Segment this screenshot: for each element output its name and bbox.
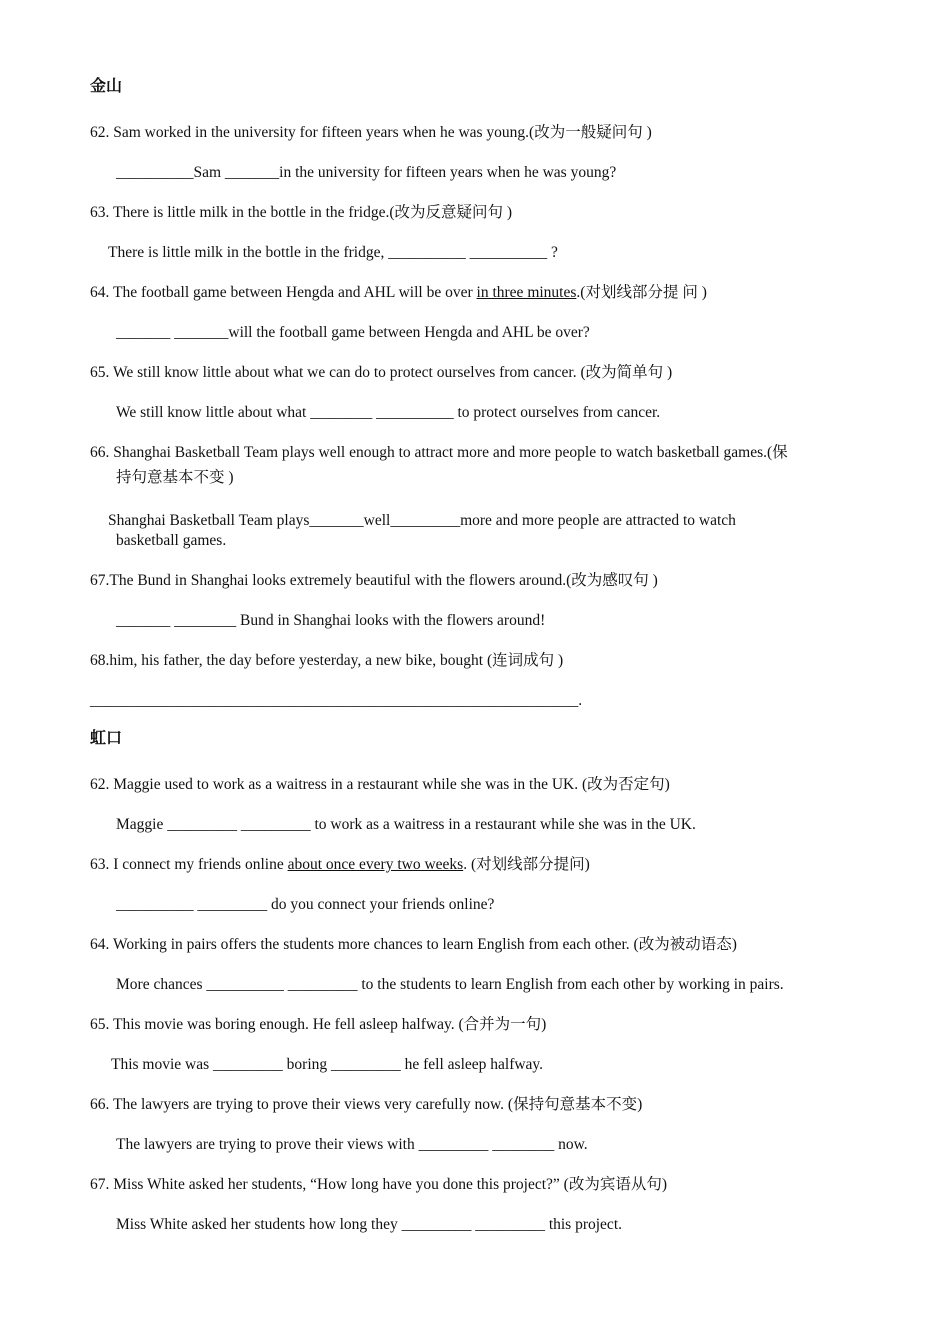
answer-line-64-jinshan: _______ _______will the football game between Hengda and AHL be over?	[116, 324, 590, 341]
question-67-jinshan: 67.The Bund in Shanghai looks extremely beautiful with the flowers around.(改为感叹句 )	[90, 572, 658, 589]
answer-line-65-hongkou: This movie was _________ boring _________ he fell asleep halfway.	[111, 1056, 544, 1073]
question-65-jinshan: 65. We still know little about what we can do to protect ourselves from cancer. (改为简单句 )	[90, 364, 673, 381]
answer-line-66-jinshan-continued: basketball games.	[116, 532, 227, 549]
question-66-jinshan: 66. Shanghai Basketball Team plays well enough to attract more and more people to watch basketball games.(保	[90, 444, 788, 461]
answer-line-66-hongkou: The lawyers are trying to prove their views with _________ ________ now.	[116, 1136, 588, 1153]
question-62-hongkou: 62. Maggie used to work as a waitress in a restaurant while she was in the UK. (改为否定句)	[90, 776, 670, 793]
question-62-jinshan: 62. Sam worked in the university for fifteen years when he was young.(改为一般疑问句 )	[90, 124, 652, 141]
question-64-jinshan	[90, 283, 707, 303]
underlined-phrase: about once every two weeks	[287, 856, 464, 873]
underlined-phrase: in three minutes	[476, 284, 577, 301]
question-65-hongkou: 65. This movie was boring enough. He fell asleep halfway. (合并为一句)	[90, 1016, 547, 1033]
answer-line-67-jinshan: _______ ________ Bund in Shanghai looks with the flowers around!	[116, 612, 546, 629]
question-instruction: .(对划线部分提 问 )	[576, 284, 707, 301]
question-67-hongkou: 67. Miss White asked her students, “How long have you done this project?” (改为宾语从句)	[90, 1176, 667, 1193]
section-heading-jinshan: 金山	[90, 76, 123, 95]
question-text: 63. I connect my friends online	[90, 856, 288, 873]
answer-line-67-hongkou: Miss White asked her students how long they _________ _________ this project.	[116, 1216, 622, 1233]
question-63-jinshan: 63. There is little milk in the bottle in the fridge.(改为反意疑问句 )	[90, 204, 513, 221]
question-64-hongkou: 64. Working in pairs offers the students more chances to learn English from each other. (改为被动语态)	[90, 936, 737, 953]
answer-line-65-jinshan: We still know little about what ________ __________ to protect ourselves from cancer.	[116, 404, 661, 421]
answer-line-66-jinshan: Shanghai Basketball Team plays_______well_________more and more people are attracted to watch	[108, 512, 736, 529]
question-66-jinshan-continued: 持句意基本不变 )	[116, 469, 234, 486]
section-heading-hongkou: 虹口	[90, 728, 123, 747]
answer-line-64-hongkou: More chances __________ _________ to the students to learn English from each other by working in pairs.	[116, 976, 784, 993]
answer-line-63-hongkou: __________ _________ do you connect your friends online?	[116, 896, 495, 913]
answer-line-62-hongkou: Maggie _________ _________ to work as a waitress in a restaurant while she was in the UK.	[116, 816, 696, 833]
question-instruction: . (对划线部分提问)	[463, 856, 590, 873]
answer-line-62-jinshan: __________Sam _______in the university for fifteen years when he was young?	[116, 164, 617, 181]
question-text: 64. The football game between Hengda and AHL will be over	[90, 284, 477, 301]
question-68-jinshan: 68.him, his father, the day before yesterday, a new bike, bought (连词成句 )	[90, 652, 564, 669]
answer-line-63-jinshan: There is little milk in the bottle in the fridge, __________ __________ ?	[108, 244, 558, 261]
question-66-hongkou: 66. The lawyers are trying to prove their views very carefully now. (保持句意基本不变)	[90, 1096, 643, 1113]
question-63-hongkou	[90, 855, 590, 875]
answer-line-68-jinshan: _______________________________________________________________.	[90, 692, 583, 709]
